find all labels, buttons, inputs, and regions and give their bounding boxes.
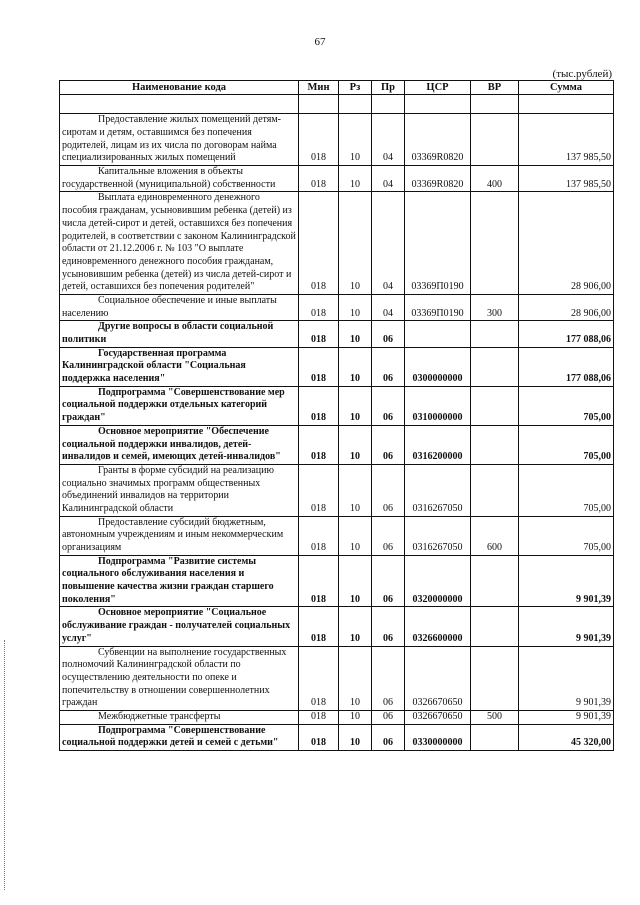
row-rz: 10 [339, 425, 372, 464]
table-row [60, 710, 614, 724]
row-pr: 06 [372, 710, 405, 724]
row-rz: 10 [339, 166, 372, 192]
row-name: Предоставление субсидий бюджетным, автономным учреждениям и иным некоммерческим организациям [60, 516, 299, 555]
row-vr: 500 [471, 710, 519, 724]
table-row [60, 386, 614, 425]
row-pr: 06 [372, 425, 405, 464]
table-row [60, 555, 614, 607]
row-sum: 177 088,06 [519, 347, 614, 386]
row-sum: 9 901,39 [519, 710, 614, 724]
row-csr: 03369R0820 [405, 114, 471, 166]
row-min: 018 [299, 347, 339, 386]
row-csr: 0326600000 [405, 607, 471, 646]
header-csr: ЦСР [405, 81, 471, 95]
row-min: 018 [299, 516, 339, 555]
row-min: 018 [299, 464, 339, 516]
row-pr: 06 [372, 646, 405, 710]
row-name: Государственная программа Калининградской области "Социальная поддержка населения" [60, 347, 299, 386]
row-vr [471, 607, 519, 646]
row-sum: 9 901,39 [519, 607, 614, 646]
row-csr [405, 321, 471, 347]
row-sum: 9 901,39 [519, 646, 614, 710]
row-name: Основное мероприятие "Социальное обслуживание граждан - получателей социальных услуг" [60, 607, 299, 646]
scan-margin-marks [4, 640, 8, 890]
spacer-row [60, 95, 614, 114]
row-min: 018 [299, 192, 339, 295]
row-rz: 10 [339, 607, 372, 646]
row-name: Предоставление жилых помещений детям-сиротам и детям, оставшимся без попечения родителей, лицам из их числа по договорам найма специализированных жилых помещений [60, 114, 299, 166]
table-row [60, 166, 614, 192]
row-name: Подпрограмма "Развитие системы социального обслуживания населения и повышение качества жизни граждан старшего поколения" [60, 555, 299, 607]
row-name: Гранты в форме субсидий на реализацию социально значимых программ общественных объединений инвалидов на территории Калининградской области [60, 464, 299, 516]
row-sum: 705,00 [519, 386, 614, 425]
header-vr: ВР [471, 81, 519, 95]
row-name: Другие вопросы в области социальной политики [60, 321, 299, 347]
row-min: 018 [299, 425, 339, 464]
row-rz: 10 [339, 386, 372, 425]
row-sum: 137 985,50 [519, 166, 614, 192]
row-vr [471, 555, 519, 607]
table-row [60, 646, 614, 710]
row-vr: 300 [471, 294, 519, 320]
row-min: 018 [299, 294, 339, 320]
table-row [60, 425, 614, 464]
table-row [60, 516, 614, 555]
header-name: Наименование кода [60, 81, 299, 95]
row-rz: 10 [339, 347, 372, 386]
row-csr: 03369П0190 [405, 294, 471, 320]
row-min: 018 [299, 724, 339, 750]
row-rz: 10 [339, 464, 372, 516]
row-pr: 04 [372, 192, 405, 295]
row-name: Социальное обеспечение и иные выплаты населению [60, 294, 299, 320]
row-csr: 03369П0190 [405, 192, 471, 295]
header-min: Мин [299, 81, 339, 95]
row-sum: 705,00 [519, 425, 614, 464]
row-pr: 06 [372, 555, 405, 607]
row-sum: 177 088,06 [519, 321, 614, 347]
row-vr [471, 114, 519, 166]
header-sum: Сумма [519, 81, 614, 95]
row-min: 018 [299, 607, 339, 646]
row-vr: 600 [471, 516, 519, 555]
row-min: 018 [299, 710, 339, 724]
row-pr: 04 [372, 294, 405, 320]
table-row [60, 607, 614, 646]
row-vr [471, 464, 519, 516]
row-csr: 0316267050 [405, 464, 471, 516]
row-pr: 06 [372, 386, 405, 425]
row-csr: 0326670650 [405, 710, 471, 724]
row-name: Межбюджетные трансферты [60, 710, 299, 724]
row-sum: 705,00 [519, 464, 614, 516]
row-vr [471, 347, 519, 386]
row-min: 018 [299, 386, 339, 425]
table-row [60, 294, 614, 320]
row-csr: 0320000000 [405, 555, 471, 607]
row-csr: 0310000000 [405, 386, 471, 425]
row-rz: 10 [339, 294, 372, 320]
row-sum: 9 901,39 [519, 555, 614, 607]
row-name: Подпрограмма "Совершенствование мер социальной поддержки отдельных категорий граждан" [60, 386, 299, 425]
table-row [60, 464, 614, 516]
page-number: 67 [314, 36, 326, 48]
header-rz: Рз [339, 81, 372, 95]
row-name: Выплата единовременного денежного пособия гражданам, усыновившим ребенка (детей) из числа детей-сирот и детей, оставшихся без попечения родителей, в соответствии с законом Калининградской области от 21.12.2006 г. № 103 "О выплате единовременного денежного пособия гражданам, усыновившим ребенка (детей) из числа детей-сирот и детей, оставшихся без попечения родителей" [60, 192, 299, 295]
budget-table [59, 80, 614, 751]
row-vr: 400 [471, 166, 519, 192]
table-row [60, 724, 614, 750]
row-min: 018 [299, 114, 339, 166]
row-name: Подпрограмма "Совершенствование социальной поддержки детей и семей с детьми" [60, 724, 299, 750]
row-rz: 10 [339, 710, 372, 724]
row-csr: 0330000000 [405, 724, 471, 750]
row-pr: 06 [372, 516, 405, 555]
row-csr: 0316200000 [405, 425, 471, 464]
row-pr: 06 [372, 347, 405, 386]
row-csr: 03369R0820 [405, 166, 471, 192]
table-row [60, 192, 614, 295]
row-rz: 10 [339, 646, 372, 710]
row-pr: 06 [372, 607, 405, 646]
row-rz: 10 [339, 724, 372, 750]
header-pr: Пр [372, 81, 405, 95]
row-min: 018 [299, 166, 339, 192]
row-rz: 10 [339, 114, 372, 166]
row-min: 018 [299, 321, 339, 347]
row-vr [471, 425, 519, 464]
row-sum: 28 906,00 [519, 192, 614, 295]
row-pr: 06 [372, 724, 405, 750]
table-row [60, 347, 614, 386]
row-sum: 705,00 [519, 516, 614, 555]
row-min: 018 [299, 646, 339, 710]
table-header [60, 81, 614, 95]
row-rz: 10 [339, 321, 372, 347]
row-vr [471, 386, 519, 425]
row-name: Основное мероприятие "Обеспечение социальной поддержки инвалидов, детей-инвалидов и семей, имеющих детей-инвалидов" [60, 425, 299, 464]
row-vr [471, 321, 519, 347]
row-pr: 04 [372, 114, 405, 166]
row-vr [471, 192, 519, 295]
row-csr: 0300000000 [405, 347, 471, 386]
row-pr: 06 [372, 464, 405, 516]
row-min: 018 [299, 555, 339, 607]
row-csr: 0316267050 [405, 516, 471, 555]
row-name: Субвенции на выполнение государственных полномочий Калининградской области по осуществлению деятельности по опеке и попечительству в отношении совершеннолетних граждан [60, 646, 299, 710]
row-vr [471, 646, 519, 710]
table-row [60, 321, 614, 347]
row-name: Капитальные вложения в объекты государственной (муниципальной) собственности [60, 166, 299, 192]
row-csr: 0326670650 [405, 646, 471, 710]
row-sum: 45 320,00 [519, 724, 614, 750]
table-row [60, 114, 614, 166]
row-vr [471, 724, 519, 750]
units-label: (тыс.рублей) [552, 68, 612, 80]
row-rz: 10 [339, 192, 372, 295]
row-sum: 28 906,00 [519, 294, 614, 320]
row-sum: 137 985,50 [519, 114, 614, 166]
row-pr: 06 [372, 321, 405, 347]
row-rz: 10 [339, 516, 372, 555]
row-pr: 04 [372, 166, 405, 192]
row-rz: 10 [339, 555, 372, 607]
